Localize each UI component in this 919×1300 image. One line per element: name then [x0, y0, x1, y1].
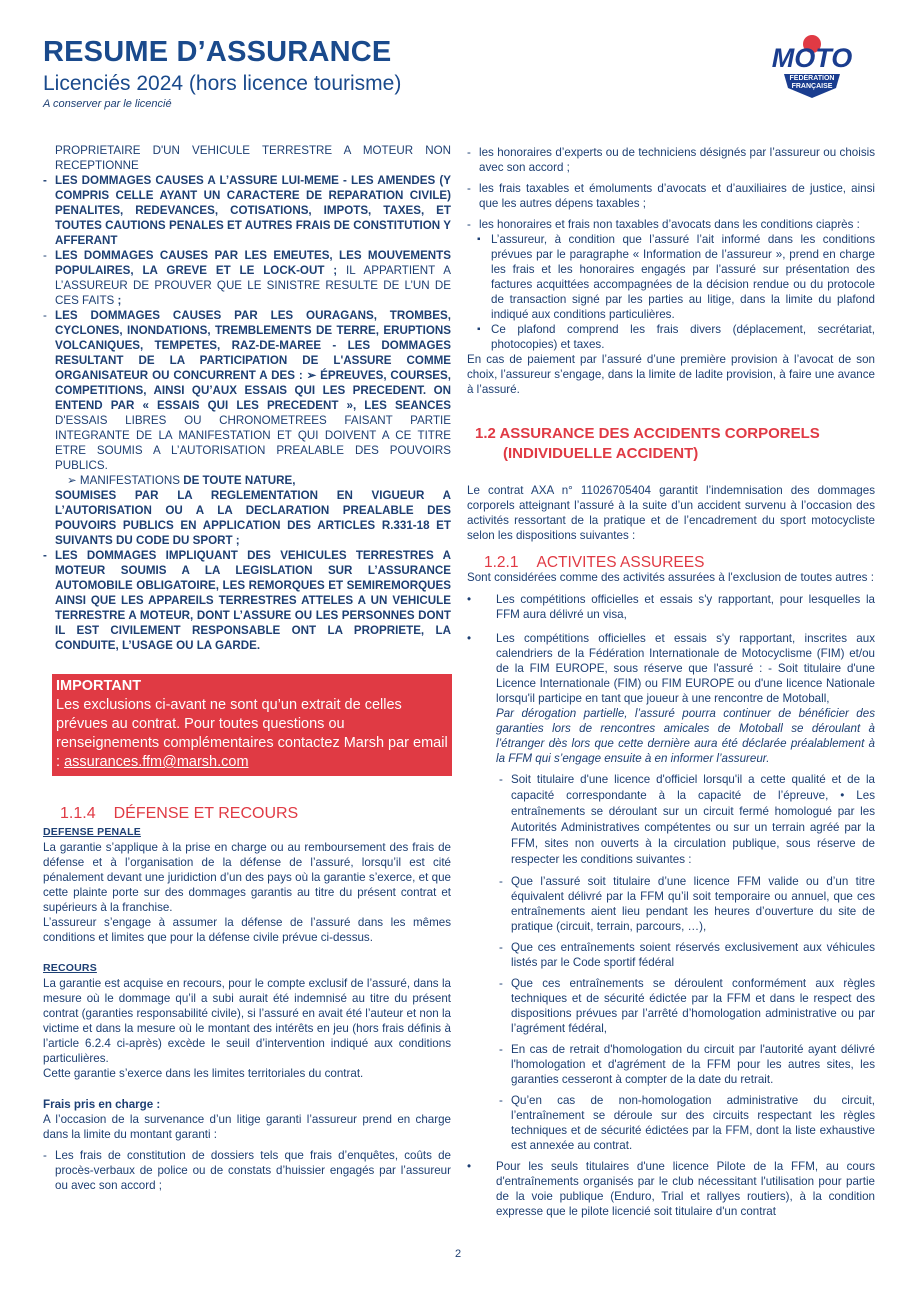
- important-text: Les exclusions ci-avant ne sont qu’un extrait de celles prévues au contrat. Pour toutes questions ou renseignements complémentaires contactez Marsh par email : assurances.ffm@marsh.com: [56, 697, 448, 770]
- subsection-title: Frais pris en charge :: [43, 1098, 161, 1111]
- paragraph: En cas de paiement par l’assuré d’une première provision à l’avocat de son choix, l’assureur s’engage, dans la limite de ladite provision, à faire une avance à l’assuré.: [467, 353, 875, 396]
- bullet-item: • Les compétitions officielles et essais s'y rapportant, pour lesquelles la FFM aura délivré un visa,: [467, 592, 875, 622]
- exclusion-item: - LES DOMMAGES IMPLIQUANT DES VEHICULES TERRESTRES A MOTEUR SOUMIS A LA LEGISLATION SUR L’ASSURANCE AUTOMOBILE OBLIGATOIRE, LES REMORQUES ET SEMIREMORQUES AINSI QUE LES APPAREILS TERRESTRES ATTELES A UN VEHICULE TERRESTRE A MOTEUR, DONT L’ASSURE OU LES PERSONNES DONT IL EST CIVILEMENT RESPONSABLE ONT LA PROPRIETE, LA CONDUITE, L’USAGE OU LA GARDE.: [43, 548, 451, 653]
- list-item: - Qu’en cas de non-homologation administrative du circuit, l’entraînement se déroule sur des circuits respectant les règles techniques et de sécurité édictées par la FFM, dont la liste exhaustive est annexée au contrat.: [499, 1093, 875, 1153]
- list-item: - En cas de retrait d'homologation du circuit par l'autorité ayant délivré l'homologation et d'agrément de la FFM pour les autres sites, les garanties cesseront à compter de la date du retrait.: [499, 1042, 875, 1087]
- left-column: [43, 143, 451, 1193]
- list-item: - Soit titulaire d'une licence d'officiel lorsqu'il a cette qualité et de la capacité correspondante à la capacité de l’épreuve, • Les entraînements se déroulant sur un circuit fermé homologué par les Autorités Administratives compétentes ou sur un terrain agréé par la FFM, sites non ouverts à la circulation publique, sous réserve de respecter les conditions suivantes :: [499, 772, 875, 868]
- paragraph: Le contrat AXA n° 11026705404 garantit l’indemnisation des dommages corporels atteignant l’assuré à la suite d’un accident survenu à l’occasion des activités ressortant de la pratique et de l’encadrement du sport motocycliste selon les dispositions suivantes :: [467, 484, 875, 542]
- list-subitem: ▪ L’assureur, à condition que l’assuré l’ait informé dans les conditions prévues par le paragraphe « Information de l’assureur », prend en charge les frais et les honoraires engagés par l’assuré sur présentation des factures acquittées accompagnées de la décision rendue ou du protocole de transaction signé par les parties au litige, dans la limite du plafond indiqué aux conditions particulières.: [467, 232, 875, 322]
- bullet-item: • Les compétitions officielles et essais s'y rapportant, inscrites aux calendriers de la Fédération Internationale de Motocyclisme (FIM) et/ou de la FIM EUROPE, sous réserve que l'assuré : - Soit titulaire d'une Licence Internationale (FIM) ou FIM EUROPE ou d'une licence Nationale lorsqu'il participe en tant que joueur à une rencontre de Motoball, Par dérogation partielle, l’assuré pourra continuer de bénéficier des garanties lors de rencontres amicales de Motoball se déroulant à l’étranger dès lors que cette dernière aura été déclarée préalablement à la FFM qui s’engage ensuite à en informer l’assureur.: [467, 631, 875, 766]
- exclusion-text: SOUMISES PAR LA REGLEMENTATION EN VIGUEUR A L’AUTORISATION OU A LA DECLARATION PREALABLE DES POUVOIRS PUBLICS EN APPLICATION DES ARTICLES R.331-18 ET SUIVANTS DU CODE DU SPORT ;: [55, 489, 451, 547]
- logo-line2: FRANÇAISE: [791, 83, 833, 90]
- list-item: - les frais taxables et émoluments d’avocats et d’auxiliaires de justice, ainsi que les autres dépens taxables ;: [467, 181, 875, 211]
- document-note: A conserver par le licencié: [43, 98, 172, 110]
- section-heading: 1.2.1 ACTIVITES ASSUREES: [484, 554, 705, 571]
- list-item: - Que l’assuré soit titulaire d’une licence FFM valide ou d’un titre équivalent délivré par la FFM qu’il soit temporaire ou annuel, que ces entraînements aient lieu pendant les heures d’ouverture du site de pratique (circuit, terrain, parcours, …),: [499, 874, 875, 934]
- list-item: - les honoraires d’experts ou de techniciens désignés par l’assureur ou choisis avec son accord ;: [467, 145, 875, 175]
- list-item: - Les frais de constitution de dossiers tels que frais d’enquêtes, coûts de procès-verbaux de police ou de constats d’huissier engagés par l’assureur ou avec son accord ;: [43, 1148, 451, 1193]
- paragraph: L’assureur s’engage à assumer la défense de l’assuré dans les mêmes conditions et limites que pour la défense civile prévue ci-dessus.: [43, 916, 451, 944]
- exclusion-item: - LES DOMMAGES CAUSES A L’ASSURE LUI-MEME - LES AMENDES (Y COMPRIS CELLE AYANT UN CARACTERE DE REPARATION CIVILE) PENALITES, REDEVANCES, COTISATIONS, IMPOTS, TAXES, ET TOUTES CAUTIONS PENALES ET AUTRES FRAIS DE CONSTITUTION Y AFFERANT: [43, 173, 451, 248]
- exclusion-subitem: ➢ MANIFESTATIONS DE TOUTE NATURE,: [67, 474, 296, 487]
- subsection-label: RECOURS: [43, 962, 97, 974]
- paragraph: Cette garantie s’exerce dans les limites territoriales du contrat.: [43, 1067, 364, 1080]
- section-heading: 1.2 ASSURANCE DES ACCIDENTS CORPORELS (INDIVIDUELLE ACCIDENT): [475, 425, 820, 462]
- list-item: - Que ces entraînements se déroulent conformément aux règles techniques et de sécurité édictée par la FFM et dans le respect des dispositions prévues par l’arrêté d’homologation administrative ou par l’agrément fédéral,: [499, 976, 875, 1036]
- subsection-label: DEFENSE PENALE: [43, 826, 141, 838]
- exclusion-item: - LES DOMMAGES CAUSES PAR LES EMEUTES, LES MOUVEMENTS POPULAIRES, LA GREVE ET LE LOCK-OUT ; IL APPARTIENT A L’ASSUREUR DE PROUVER QUE LE SINISTRE RESULTE DE L’UN DE CES FAITS ;: [43, 248, 451, 308]
- ffm-logo-graphic: [766, 34, 858, 100]
- email-link[interactable]: assurances.ffm@marsh.com: [64, 754, 249, 770]
- sub-list: [467, 772, 875, 1153]
- logo-line1: FÉDÉRATION: [789, 75, 835, 82]
- paragraph: A l’occasion de la survenance d’un litige garanti l’assureur prend en charge dans la limite du montant garanti :: [43, 1113, 451, 1141]
- important-notice: [52, 674, 452, 776]
- exclusion-item: - LES DOMMAGES CAUSES PAR LES OURAGANS, TROMBES, CYCLONES, INONDATIONS, TREMBLEMENTS DE TERRE, ERUPTIONS VOLCANIQUES, TEMPETES, RAZ-DE-MAREE - LES DOMMAGES RESULTANT DE LA PARTICIPATION DE L'ASSURE COMME ORGANISATEUR OU CONCURRENT A DES : ➢ ÉPREUVES, COURSES, COMPETITIONS, AINSI QU’AUX ESSAIS QUI LES PRECEDENT. ON ENTEND PAR « ESSAIS QUI LES PRECEDENT », LES SEANCES D'ESSAIS LIBRES OU CHRONOMETREES FAISANT PARTIE INTEGRANTE DE LA MANIFESTATION ET QUI DOIVENT A CE TITRE ETRE SOUMIS A L’AUTORISATION PREALABLE DES POUVOIRS PUBLICS.: [43, 308, 451, 473]
- section-heading: 1.1.4 DÉFENSE ET RECOURS: [60, 805, 299, 822]
- document-title: RESUME D’ASSURANCE: [43, 36, 392, 68]
- paragraph: La garantie est acquise en recours, pour le compte exclusif de l’assuré, dans la mesure où le dommage qu’il a subi aurait été indemnisé au titre du présent contrat (garanties responsabilité civile), si l’assuré en avait été l’auteur et non la victime et dans la mesure où le montant des intérêts en jeu (hors frais définis à l’article 6.2.4 ci-après) excède le seuil d’intervention indiqué aux conditions particulières.: [43, 977, 451, 1065]
- paragraph: La garantie s’applique à la prise en charge ou au remboursement des frais de défense et à l’organisation de la défense de l’assuré, lorsqu’il est cité pénalement devant une juridiction d’un des pays où la garantie s’exerce, et que cette plainte porte sur des dommages garantis au titre du présent contrat et supérieurs à la franchise.: [43, 841, 451, 914]
- logo-word: MOTO: [771, 43, 853, 73]
- list-item: - les honoraires et frais non taxables d’avocats dans les conditions ciaprès :: [467, 217, 875, 232]
- bullet-item: • Pour les seuls titulaires d'une licence Pilote de la FFM, au cours d'entraînements organisés par le club nécessitant l'utilisation pour partie de la voie publique (Enduro, Trial et rallyes routiers), à la condition expresse que le pilote licencié soit titulaire d'un contrat: [467, 1159, 875, 1219]
- list-subitem: ▪ Ce plafond comprend les frais divers (déplacement, secrétariat, photocopies) et taxes.: [467, 322, 875, 352]
- right-column: [467, 145, 875, 1228]
- important-title: IMPORTANT: [56, 678, 142, 694]
- exclusion-continued: PROPRIETAIRE D'UN VEHICULE TERRESTRE A MOTEUR NON RECEPTIONNE: [55, 144, 451, 172]
- page-number: 2: [455, 1248, 462, 1260]
- paragraph: Sont considérées comme des activités assurées à l'exclusion de toutes autres :: [467, 571, 874, 584]
- document-subtitle: Licenciés 2024 (hors licence tourisme): [43, 72, 402, 95]
- ffm-logo: [766, 34, 858, 100]
- list-item: - Que ces entraînements soient réservés exclusivement aux véhicules listés par le Code sportif fédéral: [499, 940, 875, 970]
